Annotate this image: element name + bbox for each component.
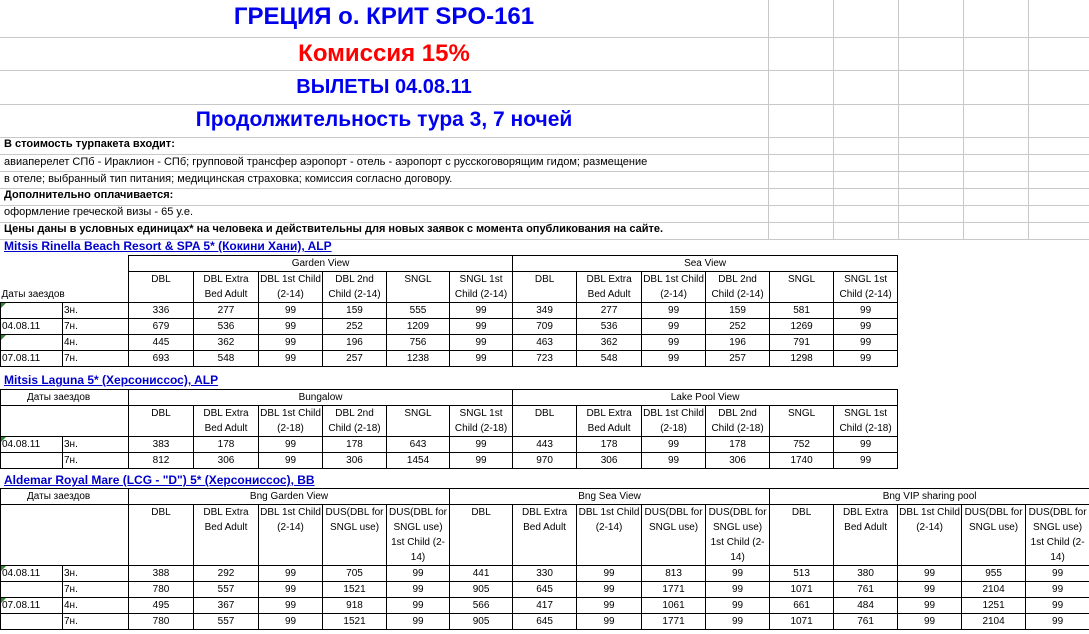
col-header: SNGL	[387, 406, 450, 437]
col-header: DBL Extra Bed Adult	[194, 505, 259, 566]
price-cell: 99	[642, 319, 706, 335]
col-header: DBL	[129, 272, 194, 303]
price-cell: 178	[577, 437, 642, 453]
price-cell: 99	[577, 598, 642, 614]
price-cell: 417	[513, 598, 577, 614]
price-cell: 99	[1026, 566, 1089, 582]
group-bng-sea-view: Bng Sea View	[450, 489, 770, 505]
price-cell: 380	[834, 566, 898, 582]
price-cell: 99	[706, 582, 770, 598]
grid-column-line	[768, 0, 769, 240]
price-cell: 383	[129, 437, 194, 453]
col-header: DBL	[450, 505, 513, 566]
price-cell: 306	[194, 453, 259, 469]
price-cell: 99	[450, 319, 513, 335]
price-cell: 99	[1026, 614, 1089, 630]
price-cell: 1740	[770, 453, 834, 469]
price-cell: 178	[323, 437, 387, 453]
price-cell: 99	[387, 598, 450, 614]
group-lake-pool-view: Lake Pool View	[513, 390, 898, 406]
col-header: DUS(DBL for SNGL use) 1st Child (2-14)	[387, 505, 450, 566]
nights-cell: 7н.	[63, 614, 129, 630]
price-cell: 252	[706, 319, 770, 335]
table-row	[1, 319, 898, 335]
col-header: DBL	[513, 406, 577, 437]
price-cell: 1209	[387, 319, 450, 335]
hotel-link-laguna[interactable]: Mitsis Laguna 5* (Херсониссос), ALP	[4, 373, 219, 387]
date-cell: 04.08.11	[1, 319, 63, 335]
commission-label: Комиссия 15%	[298, 40, 470, 67]
grid-column-line	[1028, 0, 1029, 240]
price-cell: 513	[770, 566, 834, 582]
table-row	[1, 303, 898, 319]
price-cell: 1521	[323, 614, 387, 630]
grid-row-line	[0, 70, 1089, 71]
price-cell: 780	[129, 582, 194, 598]
col-header: DBL 1st Child (2-14)	[259, 272, 323, 303]
col-header: DUS(DBL for SNGL use)	[962, 505, 1026, 566]
price-cell: 99	[387, 614, 450, 630]
price-cell: 970	[513, 453, 577, 469]
price-cell: 330	[513, 566, 577, 582]
nights-cell: 4н.	[63, 598, 129, 614]
col-header: DBL 1st Child (2-14)	[642, 272, 706, 303]
col-header: DBL 2nd Child (2-18)	[706, 406, 770, 437]
price-cell: 99	[450, 351, 513, 367]
price-cell: 693	[129, 351, 194, 367]
col-header: DBL 1st Child (2-18)	[259, 406, 323, 437]
price-cell: 99	[642, 303, 706, 319]
table-row	[1, 614, 1089, 630]
grid-row-line	[0, 37, 1089, 38]
price-cell: 196	[706, 335, 770, 351]
date-cell: 04.08.11	[1, 566, 63, 582]
price-cell: 99	[450, 303, 513, 319]
price-cell: 99	[834, 319, 898, 335]
price-cell: 1269	[770, 319, 834, 335]
price-cell: 367	[194, 598, 259, 614]
hotel-link-rinella[interactable]: Mitsis Rinella Beach Resort & SPA 5* (Кокини Хани), ALP	[4, 239, 332, 253]
grid-row-line	[0, 104, 1089, 105]
price-cell: 536	[194, 319, 259, 335]
price-cell: 99	[450, 437, 513, 453]
price-cell: 336	[129, 303, 194, 319]
price-cell: 761	[834, 614, 898, 630]
price-cell: 1251	[962, 598, 1026, 614]
price-cell: 99	[898, 614, 962, 630]
price-cell: 557	[194, 582, 259, 598]
price-cell: 661	[770, 598, 834, 614]
col-header: DUS(DBL for SNGL use) 1st Child (2-14)	[706, 505, 770, 566]
price-cell: 99	[706, 614, 770, 630]
col-header: DBL Extra Bed Adult	[577, 272, 642, 303]
price-cell: 99	[259, 437, 323, 453]
price-cell: 99	[259, 582, 323, 598]
price-cell: 306	[323, 453, 387, 469]
col-header: DBL	[129, 505, 194, 566]
price-cell: 99	[898, 566, 962, 582]
price-cell: 536	[577, 319, 642, 335]
includes-heading: В стоимость турпакета входит:	[4, 138, 175, 150]
dates-label: Даты заездов	[1, 390, 129, 406]
price-cell: 548	[577, 351, 642, 367]
price-cell: 495	[129, 598, 194, 614]
price-cell: 99	[834, 303, 898, 319]
hotel3-price-table	[0, 488, 1089, 630]
date-cell: 07.08.11	[1, 598, 63, 614]
col-header: DUS(DBL for SNGL use)	[323, 505, 387, 566]
price-cell: 463	[513, 335, 577, 351]
table-row	[1, 453, 898, 469]
price-cell: 709	[513, 319, 577, 335]
price-cell: 99	[259, 614, 323, 630]
price-cell: 1298	[770, 351, 834, 367]
price-cell: 99	[450, 453, 513, 469]
table-row	[1, 437, 898, 453]
hotel2-price-table	[0, 389, 898, 469]
price-cell: 905	[450, 614, 513, 630]
col-header: DBL 2nd Child (2-14)	[323, 272, 387, 303]
date-cell	[1, 582, 63, 598]
col-header: DBL	[129, 406, 194, 437]
price-cell: 99	[834, 351, 898, 367]
col-header: DBL 2nd Child (2-18)	[323, 406, 387, 437]
col-header: DBL 1st Child (2-14)	[259, 505, 323, 566]
price-cell: 1771	[642, 582, 706, 598]
col-header: DBL Extra Bed Adult	[834, 505, 898, 566]
col-header: DUS(DBL for SNGL use) 1st Child (2-14)	[1026, 505, 1089, 566]
date-cell	[1, 453, 63, 469]
price-cell: 761	[834, 582, 898, 598]
table-row	[1, 351, 898, 367]
price-cell: 99	[898, 598, 962, 614]
price-cell: 99	[706, 598, 770, 614]
price-cell: 484	[834, 598, 898, 614]
price-cell: 306	[706, 453, 770, 469]
group-bng-garden-view: Bng Garden View	[129, 489, 450, 505]
price-cell: 99	[450, 335, 513, 351]
includes-line-2: в отеле; выбранный тип питания; медицинская страховка; комиссия согласно договору.	[4, 173, 453, 185]
price-cell: 257	[706, 351, 770, 367]
price-cell: 645	[513, 614, 577, 630]
price-cell: 277	[577, 303, 642, 319]
extra-line: оформление греческой визы - 65 у.е.	[4, 206, 194, 218]
extra-heading: Дополнительно оплачивается:	[4, 189, 174, 201]
price-cell: 99	[706, 566, 770, 582]
price-cell: 918	[323, 598, 387, 614]
grid-row-line	[0, 171, 1089, 172]
price-cell: 292	[194, 566, 259, 582]
price-cell: 756	[387, 335, 450, 351]
col-header: DBL Extra Bed Adult	[194, 272, 259, 303]
price-cell: 443	[513, 437, 577, 453]
includes-line-1: авиаперелет СПб - Ираклион - СПб; групповой трансфер аэропорт - отель - аэропорт с русскоговорящим гидом; размещение	[4, 156, 648, 168]
price-cell: 1521	[323, 582, 387, 598]
price-cell: 349	[513, 303, 577, 319]
col-header: SNGL 1st Child (2-18)	[450, 406, 513, 437]
price-cell: 306	[577, 453, 642, 469]
price-cell: 99	[577, 582, 642, 598]
price-cell: 257	[323, 351, 387, 367]
price-cell: 2104	[962, 582, 1026, 598]
price-cell: 277	[194, 303, 259, 319]
price-cell: 791	[770, 335, 834, 351]
price-cell: 99	[1026, 598, 1089, 614]
price-cell: 99	[577, 614, 642, 630]
price-cell: 99	[834, 453, 898, 469]
dates-label: Даты заездов	[1, 489, 129, 505]
page-title: ГРЕЦИЯ о. КРИТ SPO-161	[233, 3, 535, 30]
table-row	[1, 582, 1089, 598]
price-cell: 905	[450, 582, 513, 598]
col-header: SNGL 1st Child (2-14)	[834, 272, 898, 303]
price-cell: 388	[129, 566, 194, 582]
price-cell: 752	[770, 437, 834, 453]
price-cell: 99	[898, 582, 962, 598]
price-cell: 645	[513, 582, 577, 598]
duration-label: Продолжительность тура 3, 7 ночей	[195, 108, 573, 131]
col-header: DUS(DBL for SNGL use)	[642, 505, 706, 566]
price-cell: 362	[194, 335, 259, 351]
price-cell: 643	[387, 437, 450, 453]
price-cell: 679	[129, 319, 194, 335]
col-header: DBL 1st Child (2-14)	[898, 505, 962, 566]
table-row	[1, 598, 1089, 614]
price-cell: 557	[194, 614, 259, 630]
col-header: SNGL	[770, 272, 834, 303]
price-cell: 1238	[387, 351, 450, 367]
price-cell: 780	[129, 614, 194, 630]
group-sea-view: Sea View	[513, 256, 898, 272]
nights-cell: 7н.	[63, 319, 129, 335]
price-cell: 555	[387, 303, 450, 319]
col-header: DBL	[770, 505, 834, 566]
grid-column-line	[898, 0, 899, 240]
col-header: DBL Extra Bed Adult	[577, 406, 642, 437]
price-cell: 99	[387, 582, 450, 598]
price-cell: 1771	[642, 614, 706, 630]
hotel-link-aldemar[interactable]: Aldemar Royal Mare (LCG - "D") 5* (Херсониссос), BB	[4, 473, 315, 487]
price-cell: 441	[450, 566, 513, 582]
departures-label: ВЫЛЕТЫ 04.08.11	[296, 76, 472, 98]
col-header: DBL 1st Child (2-18)	[642, 406, 706, 437]
col-header: SNGL 1st Child (2-18)	[834, 406, 898, 437]
col-header: SNGL 1st Child (2-14)	[450, 272, 513, 303]
price-cell: 1454	[387, 453, 450, 469]
price-cell: 99	[259, 598, 323, 614]
col-header: DBL Extra Bed Adult	[513, 505, 577, 566]
price-cell: 99	[259, 335, 323, 351]
price-cell: 566	[450, 598, 513, 614]
nights-cell: 3н.	[63, 566, 129, 582]
price-cell: 955	[962, 566, 1026, 582]
date-cell	[1, 303, 63, 319]
price-cell: 2104	[962, 614, 1026, 630]
group-bungalow: Bungalow	[129, 390, 513, 406]
date-cell	[1, 335, 63, 351]
price-cell: 813	[642, 566, 706, 582]
price-cell: 1071	[770, 582, 834, 598]
nights-cell: 7н.	[63, 453, 129, 469]
hotel1-price-table	[0, 255, 898, 367]
price-cell: 99	[577, 566, 642, 582]
price-cell: 99	[1026, 582, 1089, 598]
price-cell: 445	[129, 335, 194, 351]
price-cell: 99	[642, 437, 706, 453]
price-cell: 723	[513, 351, 577, 367]
nights-cell: 3н.	[63, 437, 129, 453]
date-cell	[1, 614, 63, 630]
price-cell: 99	[642, 351, 706, 367]
price-cell: 99	[387, 566, 450, 582]
dates-label: Даты заездов	[1, 289, 65, 300]
price-cell: 1061	[642, 598, 706, 614]
price-cell: 178	[706, 437, 770, 453]
nights-cell: 3н.	[63, 303, 129, 319]
col-header: SNGL	[387, 272, 450, 303]
date-cell: 07.08.11	[1, 351, 63, 367]
table-row	[1, 335, 898, 351]
price-cell: 99	[834, 437, 898, 453]
col-header: DBL 1st Child (2-14)	[577, 505, 642, 566]
price-cell: 99	[834, 335, 898, 351]
grid-column-line	[833, 0, 834, 240]
price-cell: 99	[259, 351, 323, 367]
col-header: SNGL	[770, 406, 834, 437]
price-cell: 548	[194, 351, 259, 367]
price-cell: 705	[323, 566, 387, 582]
price-cell: 178	[194, 437, 259, 453]
price-cell: 99	[642, 453, 706, 469]
price-cell: 159	[323, 303, 387, 319]
group-garden-view: Garden View	[129, 256, 513, 272]
nights-cell: 7н.	[63, 582, 129, 598]
price-cell: 196	[323, 335, 387, 351]
col-header: DBL 2nd Child (2-14)	[706, 272, 770, 303]
price-cell: 99	[259, 453, 323, 469]
price-cell: 99	[259, 303, 323, 319]
price-cell: 581	[770, 303, 834, 319]
col-header: DBL	[513, 272, 577, 303]
price-cell: 159	[706, 303, 770, 319]
date-cell: 04.08.11	[1, 437, 63, 453]
price-cell: 362	[577, 335, 642, 351]
price-cell: 1071	[770, 614, 834, 630]
price-cell: 99	[259, 319, 323, 335]
price-cell: 99	[259, 566, 323, 582]
grid-row-line	[0, 154, 1089, 155]
price-cell: 252	[323, 319, 387, 335]
group-bng-vip-pool: Bng VIP sharing pool	[770, 489, 1089, 505]
prices-note: Цены даны в условных единицах* на человека и действительны для новых заявок с момента опубликования на сайте.	[4, 223, 664, 235]
price-cell: 99	[642, 335, 706, 351]
nights-cell: 4н.	[63, 335, 129, 351]
nights-cell: 7н.	[63, 351, 129, 367]
col-header: DBL Extra Bed Adult	[194, 406, 259, 437]
price-cell: 812	[129, 453, 194, 469]
grid-column-line	[963, 0, 964, 240]
table-row	[1, 566, 1089, 582]
